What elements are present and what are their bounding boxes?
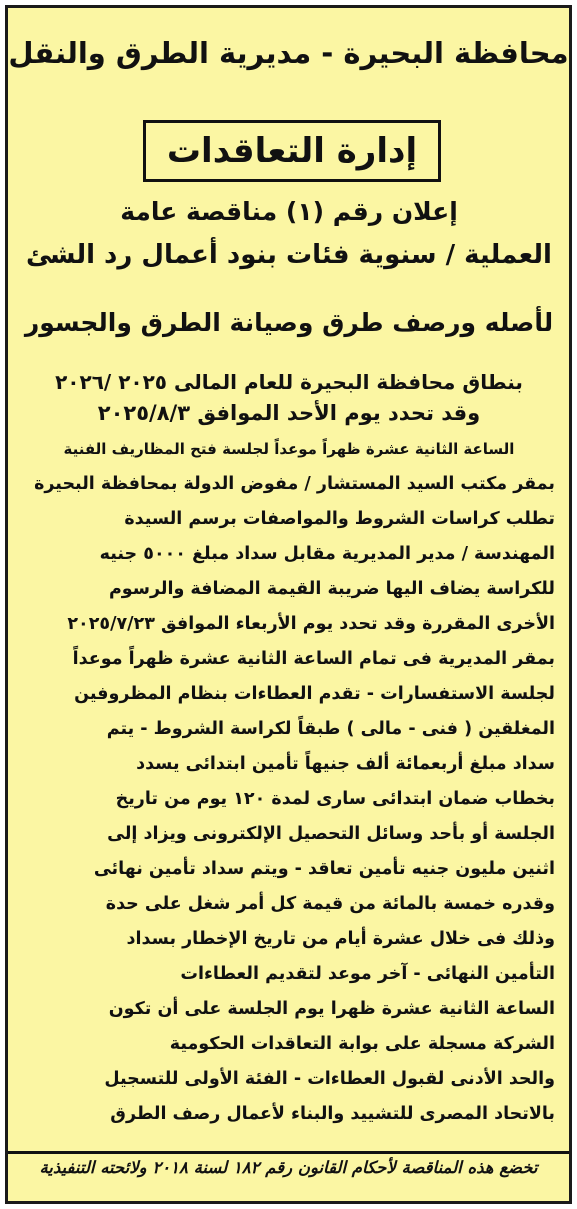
footer-divider — [8, 1151, 569, 1154]
department-box — [143, 120, 441, 182]
department-title: إدارة التعاقدات — [166, 131, 418, 171]
body-line: بمقر المديرية فى تمام الساعة الثانية عشرة ظهراً موعداً — [72, 649, 555, 669]
body-line: بخطاب ضمان ابتدائى سارى لمدة ١٢٠ يوم من تاريخ — [115, 789, 555, 809]
scope-line-1: بنطاق محافظة البحيرة للعام المالى ٢٠٢٥ /٢٠٢٦ — [55, 370, 523, 394]
body-line: بالاتحاد المصرى للتشييد والبناء لأعمال رصف الطرق — [110, 1104, 555, 1124]
footer-legal-note: تخضع هذه المناقصة لأحكام القانون رقم ١٨٢ لسنة ٢٠١٨ ولائحته التنفيذية — [39, 1158, 538, 1177]
body-line: لجلسة الاستفسارات - تقدم العطاءات بنظام المظروفين — [74, 684, 555, 704]
body-line: وقدره خمسة بالمائة من قيمة كل أمر شغل على حدة — [105, 894, 555, 914]
body-line: الساعة الثانية عشرة ظهرا يوم الجلسة على أن تكون — [108, 999, 555, 1019]
body-line: سداد مبلغ أربعمائة ألف جنيهاً تأمين ابتدائى يسدد — [136, 754, 555, 774]
body-line: بمقر مكتب السيد المستشار / مفوض الدولة بمحافظة البحيرة — [34, 474, 555, 494]
body-line: المغلقين ( فنى - مالى ) طبقاً لكراسة الشروط - يتم — [106, 719, 555, 739]
scope-line-2: وقد تحدد يوم الأحد الموافق ٢٠٢٥/٨/٣ — [97, 401, 481, 425]
subject-line-1: العملية / سنوية فئات بنود أعمال رد الشئ — [26, 240, 552, 270]
body-line: الأخرى المقررة وقد تحدد يوم الأربعاء الموافق ٢٠٢٥/٧/٢٣ — [67, 614, 555, 634]
body-line: والحد الأدنى لقبول العطاءات - الفئة الأولى للتسجيل — [104, 1069, 555, 1089]
opening-time-line: الساعة الثانية عشرة ظهراً موعداً لجلسة فتح المظاريف الفنية — [63, 440, 515, 458]
body-line: اثنين مليون جنيه تأمين تعاقد - ويتم سداد تأمين نهائى — [93, 859, 555, 879]
body-line: الشركة مسجلة على بوابة التعاقدات الحكومية — [169, 1034, 555, 1054]
body-line: التأمين النهائى - آخر موعد لتقديم العطاءات — [180, 964, 555, 984]
body-line: المهندسة / مدير المديرية مقابل سداد مبلغ ٥٠٠٠ جنيه — [99, 544, 555, 564]
subject-line-2: لأصله ورصف طرق وصيانة الطرق والجسور — [24, 308, 554, 337]
body-line: للكراسة يضاف اليها ضريبة القيمة المضافة والرسوم — [108, 579, 555, 599]
header-title: محافظة البحيرة - مديرية الطرق والنقل — [8, 36, 569, 70]
announcement-number: إعلان رقم (١) مناقصة عامة — [120, 197, 458, 226]
body-line: وذلك فى خلال عشرة أيام من تاريخ الإخطار بسداد — [126, 929, 555, 949]
body-line: الجلسة أو بأحد وسائل التحصيل الإلكترونى ويزاد إلى — [107, 824, 555, 844]
body-line: تطلب كراسات الشروط والمواصفات برسم السيدة — [124, 509, 555, 529]
tender-advertisement — [5, 5, 572, 1204]
